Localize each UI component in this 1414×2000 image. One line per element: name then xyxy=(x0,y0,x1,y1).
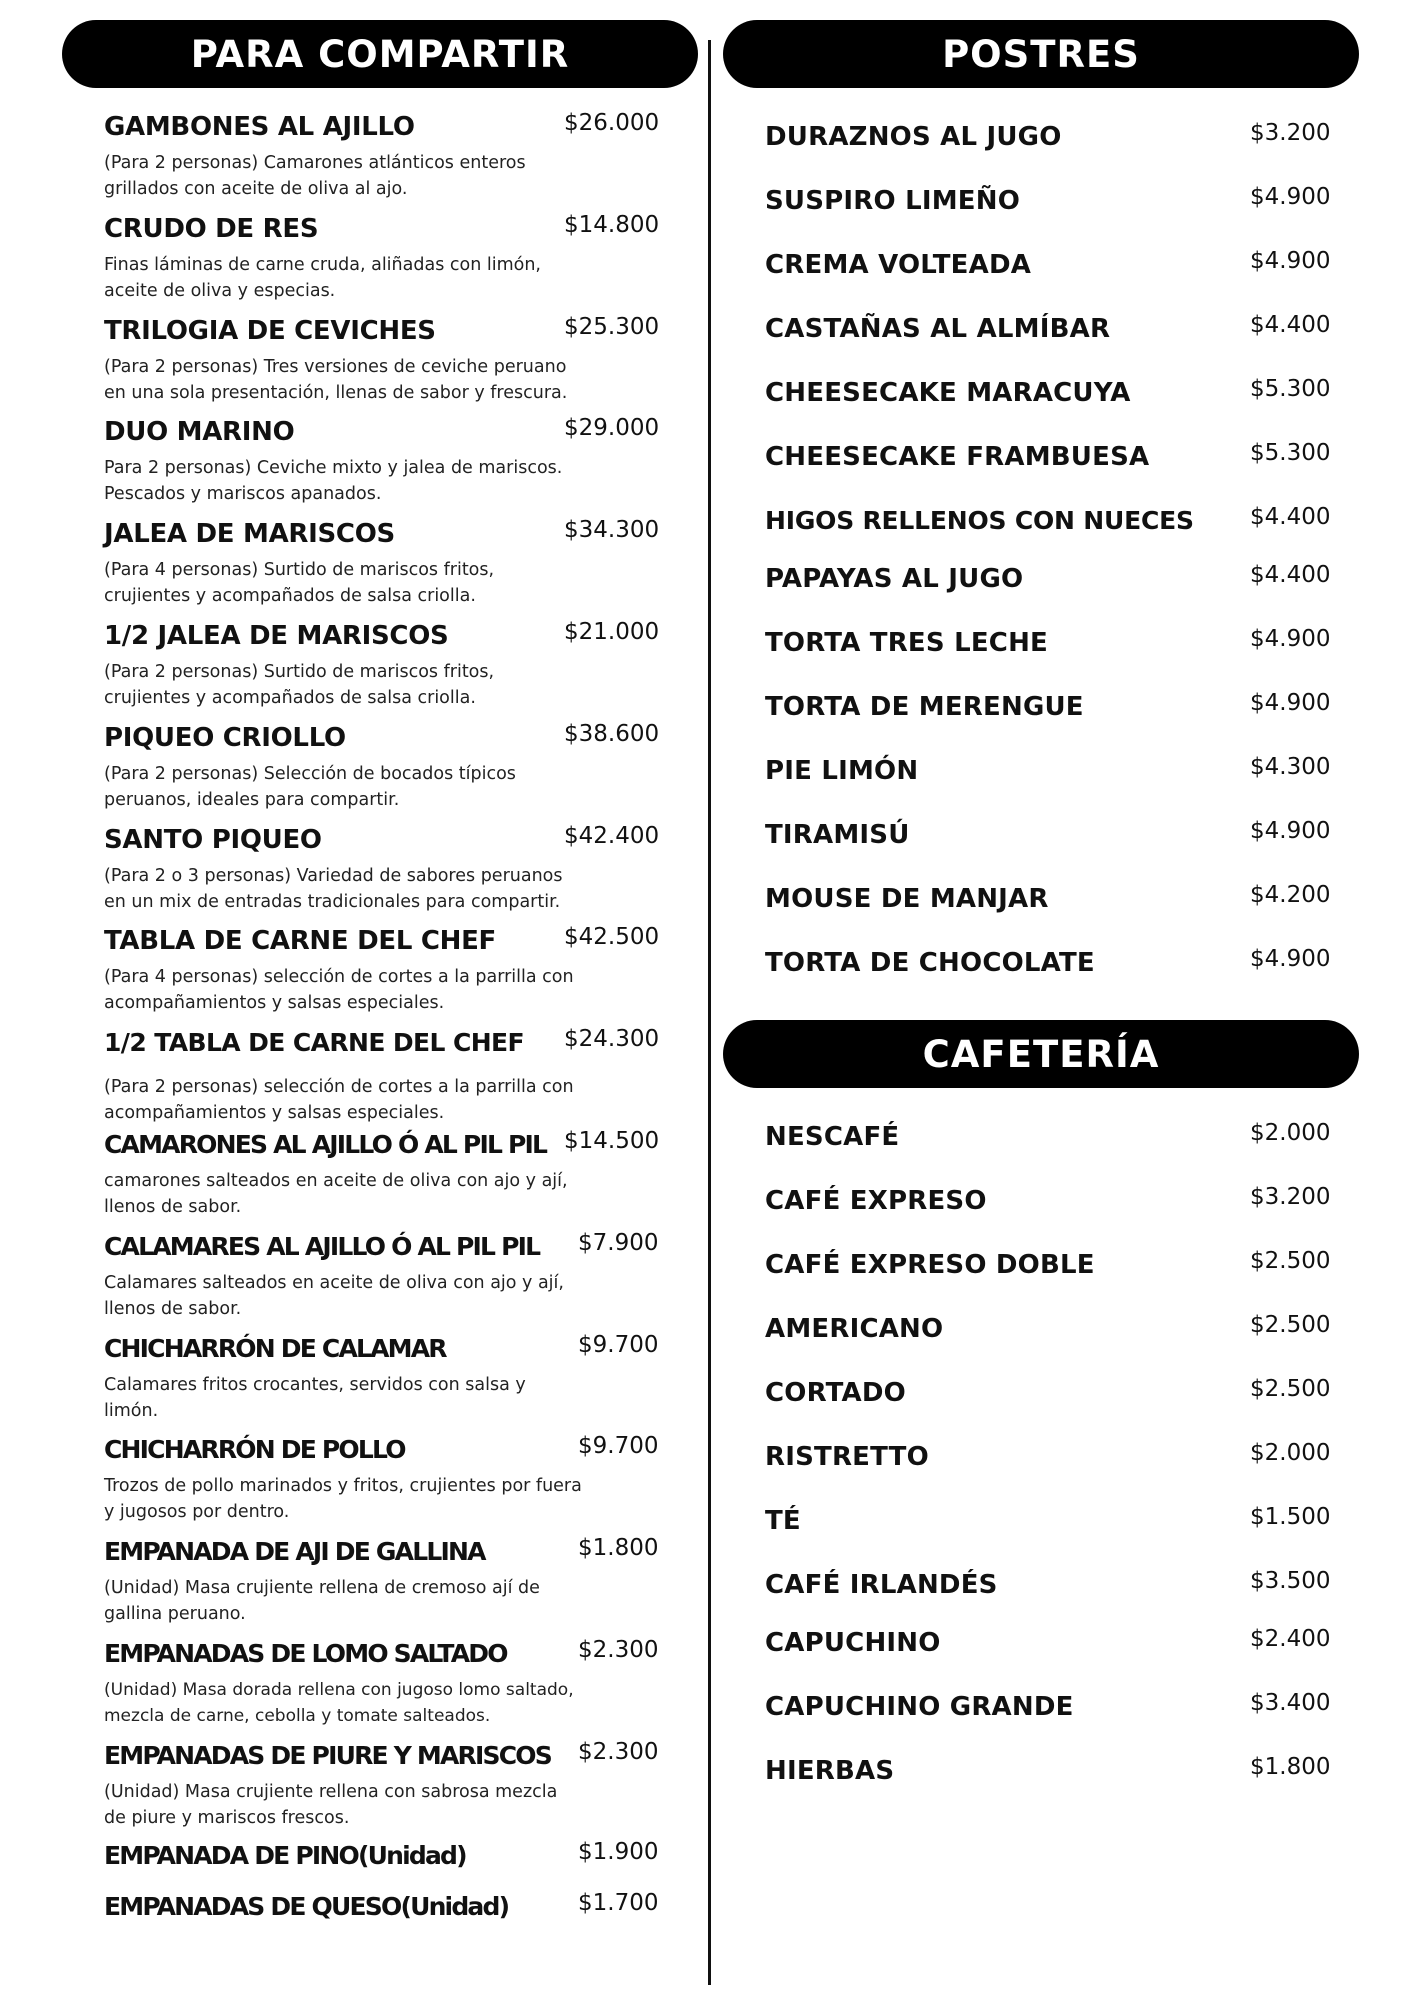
item-price: $4.900 xyxy=(1250,184,1331,210)
item-name: MOUSE DE MANJAR xyxy=(765,884,1049,914)
item-name: TORTA TRES LECHE xyxy=(765,628,1049,658)
para-compartir-section xyxy=(62,20,698,1921)
item-name: CAFÉ EXPRESO DOBLE xyxy=(765,1250,1095,1280)
item-description: (Para 2 personas) Tres versiones de ceviche peruano en una sola presentación, llenas de sabor y frescura. xyxy=(104,356,568,403)
menu-item xyxy=(104,1425,664,1527)
menu-item xyxy=(104,306,664,408)
item-price: $7.900 xyxy=(578,1229,659,1256)
item-price: $4.900 xyxy=(1250,818,1331,844)
item-price: $2.500 xyxy=(1250,1248,1331,1274)
item-price: $5.300 xyxy=(1250,440,1331,466)
menu-item xyxy=(104,1120,664,1222)
item-price: $1.500 xyxy=(1250,1504,1331,1530)
cafeteria-list xyxy=(765,1102,1331,1800)
item-price: $1.800 xyxy=(1250,1754,1331,1780)
menu-item xyxy=(765,230,1331,294)
item-price: $38.600 xyxy=(564,720,660,747)
item-name: PAPAYAS AL JUGO xyxy=(765,564,1024,594)
item-price: $1.800 xyxy=(578,1535,659,1562)
item-description: (Para 2 personas) Camarones atlánticos enteros grillados con aceite de oliva al ajo. xyxy=(104,153,526,199)
item-name: RISTRETTO xyxy=(765,1442,929,1472)
item-description: (Para 2 personas) Surtido de mariscos fritos, crujientes y acompañados de salsa criolla. xyxy=(104,661,495,708)
menu-item xyxy=(104,815,664,917)
item-description: (Para 2 o 3 personas) Variedad de sabores peruanos en un mix de entradas tradicionales para compartir. xyxy=(104,865,563,912)
item-name: CALAMARES AL AJILLO Ó AL PIL PIL xyxy=(104,1231,540,1261)
menu-item xyxy=(104,1527,664,1629)
item-name: CHEESECAKE MARACUYA xyxy=(765,378,1131,408)
menu-item xyxy=(104,1222,664,1324)
menu-item xyxy=(765,608,1331,672)
menu-item xyxy=(765,294,1331,358)
menu-item xyxy=(104,1629,664,1731)
item-name: 1/2 TABLA DE CARNE DEL CHEF xyxy=(104,1028,524,1058)
item-price: $4.900 xyxy=(1250,690,1331,716)
item-description: Calamares salteados en aceite de oliva con ajo y ají, llenos de sabor. xyxy=(104,1272,564,1319)
menu-item xyxy=(765,1166,1331,1230)
item-description: (Para 2 personas) selección de cortes a la parrilla con acompañamientos y salsas especiales. xyxy=(104,1077,574,1124)
item-price: $3.500 xyxy=(1250,1568,1331,1594)
item-name: CAFÉ IRLANDÉS xyxy=(765,1570,998,1600)
item-name: TIRAMISÚ xyxy=(765,820,910,850)
item-price: $2.000 xyxy=(1250,1120,1331,1146)
menu-item xyxy=(104,1324,664,1426)
item-price: $3.200 xyxy=(1250,1184,1331,1210)
item-description: (Para 2 personas) Selección de bocados típicos peruanos, ideales para compartir. xyxy=(104,763,516,810)
item-name: AMERICANO xyxy=(765,1314,944,1344)
menu-item xyxy=(765,800,1331,864)
item-name: CAMARONES AL AJILLO Ó AL PIL PIL xyxy=(104,1129,547,1159)
menu-item xyxy=(765,1102,1331,1166)
menu-item xyxy=(765,166,1331,230)
item-name: NESCAFÉ xyxy=(765,1122,900,1152)
item-price: $2.500 xyxy=(1250,1312,1331,1338)
item-name: CAPUCHINO GRANDE xyxy=(765,1692,1074,1722)
item-name: PIQUEO CRIOLLO xyxy=(104,722,346,753)
item-price: $2.300 xyxy=(578,1738,659,1765)
menu-item xyxy=(765,1422,1331,1486)
item-description: (Para 4 personas) selección de cortes a la parrilla con acompañamientos y salsas especiales. xyxy=(104,967,574,1014)
item-price: $3.200 xyxy=(1250,120,1331,146)
menu-item xyxy=(104,407,664,509)
item-name: EMPANADA DE AJI DE GALLINA xyxy=(104,1537,485,1567)
item-description: Para 2 personas) Ceviche mixto y jalea de mariscos. Pescados y mariscos apanados. xyxy=(104,458,563,505)
item-price: $2.300 xyxy=(578,1636,659,1663)
item-name: TÉ xyxy=(765,1506,801,1536)
item-description: Trozos de pollo marinados y fritos, crujientes por fuera y jugosos por dentro. xyxy=(104,1476,582,1523)
item-name: CRUDO DE RES xyxy=(104,213,319,244)
item-description: (Unidad) Masa crujiente rellena con sabrosa mezcla de piure y mariscos frescos. xyxy=(104,1781,558,1828)
item-name: DURAZNOS AL JUGO xyxy=(765,122,1062,152)
item-name: 1/2 JALEA DE MARISCOS xyxy=(104,620,449,651)
item-name: CHICHARRÓN DE POLLO xyxy=(104,1435,405,1465)
column-divider xyxy=(708,40,711,1985)
item-name: EMPANADAS DE QUESO(Unidad) xyxy=(104,1891,509,1921)
item-description: Calamares fritos crocantes, servidos con salsa y limón. xyxy=(104,1374,526,1421)
item-name: CREMA VOLTEADA xyxy=(765,250,1032,280)
item-price: $4.900 xyxy=(1250,248,1331,274)
item-name: EMPANADAS DE PIURE Y MARISCOS xyxy=(104,1740,551,1770)
item-description: (Unidad) Masa crujiente rellena de cremoso ají de gallina peruano. xyxy=(104,1578,540,1625)
item-price: $42.500 xyxy=(564,924,660,951)
postres-list xyxy=(765,102,1331,992)
item-price: $4.900 xyxy=(1250,946,1331,972)
menu-item xyxy=(765,486,1331,550)
item-price: $4.400 xyxy=(1250,562,1331,588)
menu-item xyxy=(765,422,1331,486)
menu-item xyxy=(765,1550,1331,1608)
item-price: $14.500 xyxy=(564,1127,660,1154)
item-name: CAPUCHINO xyxy=(765,1628,941,1658)
item-price: $26.000 xyxy=(564,110,660,136)
item-price: $4.300 xyxy=(1250,754,1331,780)
item-price: $29.000 xyxy=(564,415,660,442)
item-name: TRILOGIA DE CEVICHES xyxy=(104,315,436,346)
item-description: (Para 4 personas) Surtido de mariscos fritos, crujientes y acompañados de salsa criolla. xyxy=(104,560,495,607)
postres-header: POSTRES xyxy=(723,20,1359,88)
menu-item xyxy=(765,102,1331,166)
item-price: $2.400 xyxy=(1250,1626,1331,1652)
menu-item xyxy=(765,1294,1331,1358)
item-name: GAMBONES AL AJILLO xyxy=(104,112,415,142)
item-name: CHICHARRÓN DE CALAMAR xyxy=(104,1333,446,1363)
item-price: $34.300 xyxy=(564,517,660,544)
item-name: SUSPIRO LIMEÑO xyxy=(765,186,1021,216)
item-unit: (Unidad) xyxy=(400,1891,509,1921)
item-price: $42.400 xyxy=(564,822,660,849)
item-name: SANTO PIQUEO xyxy=(104,824,322,855)
item-price: $4.400 xyxy=(1250,504,1331,530)
item-price: $5.300 xyxy=(1250,376,1331,402)
item-price: $24.300 xyxy=(564,1026,660,1053)
menu-item xyxy=(765,1736,1331,1800)
item-name: HIGOS RELLENOS CON NUECES xyxy=(765,506,1194,535)
menu-item xyxy=(765,550,1331,608)
item-price: $1.900 xyxy=(578,1838,659,1865)
menu-item xyxy=(765,736,1331,800)
item-name: PIE LIMÓN xyxy=(765,756,919,786)
menu-item xyxy=(104,204,664,306)
item-name: TORTA DE CHOCOLATE xyxy=(765,948,1095,978)
item-name: EMPANADA DE PINO(Unidad) xyxy=(104,1840,466,1870)
menu-item xyxy=(765,1608,1331,1672)
item-price: $1.700 xyxy=(578,1889,659,1916)
menu-item xyxy=(104,713,664,815)
cafeteria-header: CAFETERÍA xyxy=(723,1020,1359,1088)
menu-item xyxy=(765,1672,1331,1736)
item-price: $21.000 xyxy=(564,618,660,645)
item-description: camarones salteados en aceite de oliva con ajo y ají, llenos de sabor. xyxy=(104,1170,568,1217)
menu-item xyxy=(104,1833,664,1884)
menu-item xyxy=(765,1230,1331,1294)
item-price: $3.400 xyxy=(1250,1690,1331,1716)
item-price: $2.000 xyxy=(1250,1440,1331,1466)
menu-item xyxy=(765,928,1331,992)
item-name: HIERBAS xyxy=(765,1756,895,1786)
item-name: CHEESECAKE FRAMBUESA xyxy=(765,442,1150,472)
item-name: TORTA DE MERENGUE xyxy=(765,692,1084,722)
item-name: TABLA DE CARNE DEL CHEF xyxy=(104,926,497,957)
menu-item xyxy=(104,102,664,204)
item-name: CASTAÑAS AL ALMÍBAR xyxy=(765,314,1111,344)
item-price: $14.800 xyxy=(564,211,660,238)
para-compartir-header: PARA COMPARTIR xyxy=(62,20,698,88)
menu-item xyxy=(104,611,664,713)
menu-item xyxy=(104,1731,664,1833)
item-description: (Unidad) Masa dorada rellena con jugoso lomo saltado, mezcla de carne, cebolla y tomate salteados. xyxy=(104,1679,574,1726)
item-name: CAFÉ EXPRESO xyxy=(765,1186,987,1216)
menu-item xyxy=(765,864,1331,928)
postres-section xyxy=(723,20,1359,1786)
menu-item xyxy=(104,509,664,611)
para-compartir-list xyxy=(104,102,664,1935)
menu-item xyxy=(765,358,1331,422)
item-price: $9.700 xyxy=(578,1331,659,1358)
menu-item xyxy=(104,916,664,1018)
item-name: JALEA DE MARISCOS xyxy=(104,519,395,550)
item-name: CORTADO xyxy=(765,1378,906,1408)
item-name: EMPANADAS DE LOMO SALTADO xyxy=(104,1638,507,1668)
menu-item xyxy=(765,1358,1331,1422)
item-price: $4.900 xyxy=(1250,626,1331,652)
menu-item xyxy=(765,1486,1331,1550)
item-price: $4.400 xyxy=(1250,312,1331,338)
menu-item xyxy=(765,672,1331,736)
item-price: $9.700 xyxy=(578,1433,659,1460)
menu-item xyxy=(104,1018,664,1124)
item-name: DUO MARINO xyxy=(104,417,295,448)
item-unit: (Unidad) xyxy=(357,1840,466,1870)
menu-item xyxy=(104,1884,664,1935)
item-price: $25.300 xyxy=(564,313,660,340)
item-price: $2.500 xyxy=(1250,1376,1331,1402)
item-price: $4.200 xyxy=(1250,882,1331,908)
item-description: Finas láminas de carne cruda, aliñadas con limón, aceite de oliva y especias. xyxy=(104,254,541,301)
